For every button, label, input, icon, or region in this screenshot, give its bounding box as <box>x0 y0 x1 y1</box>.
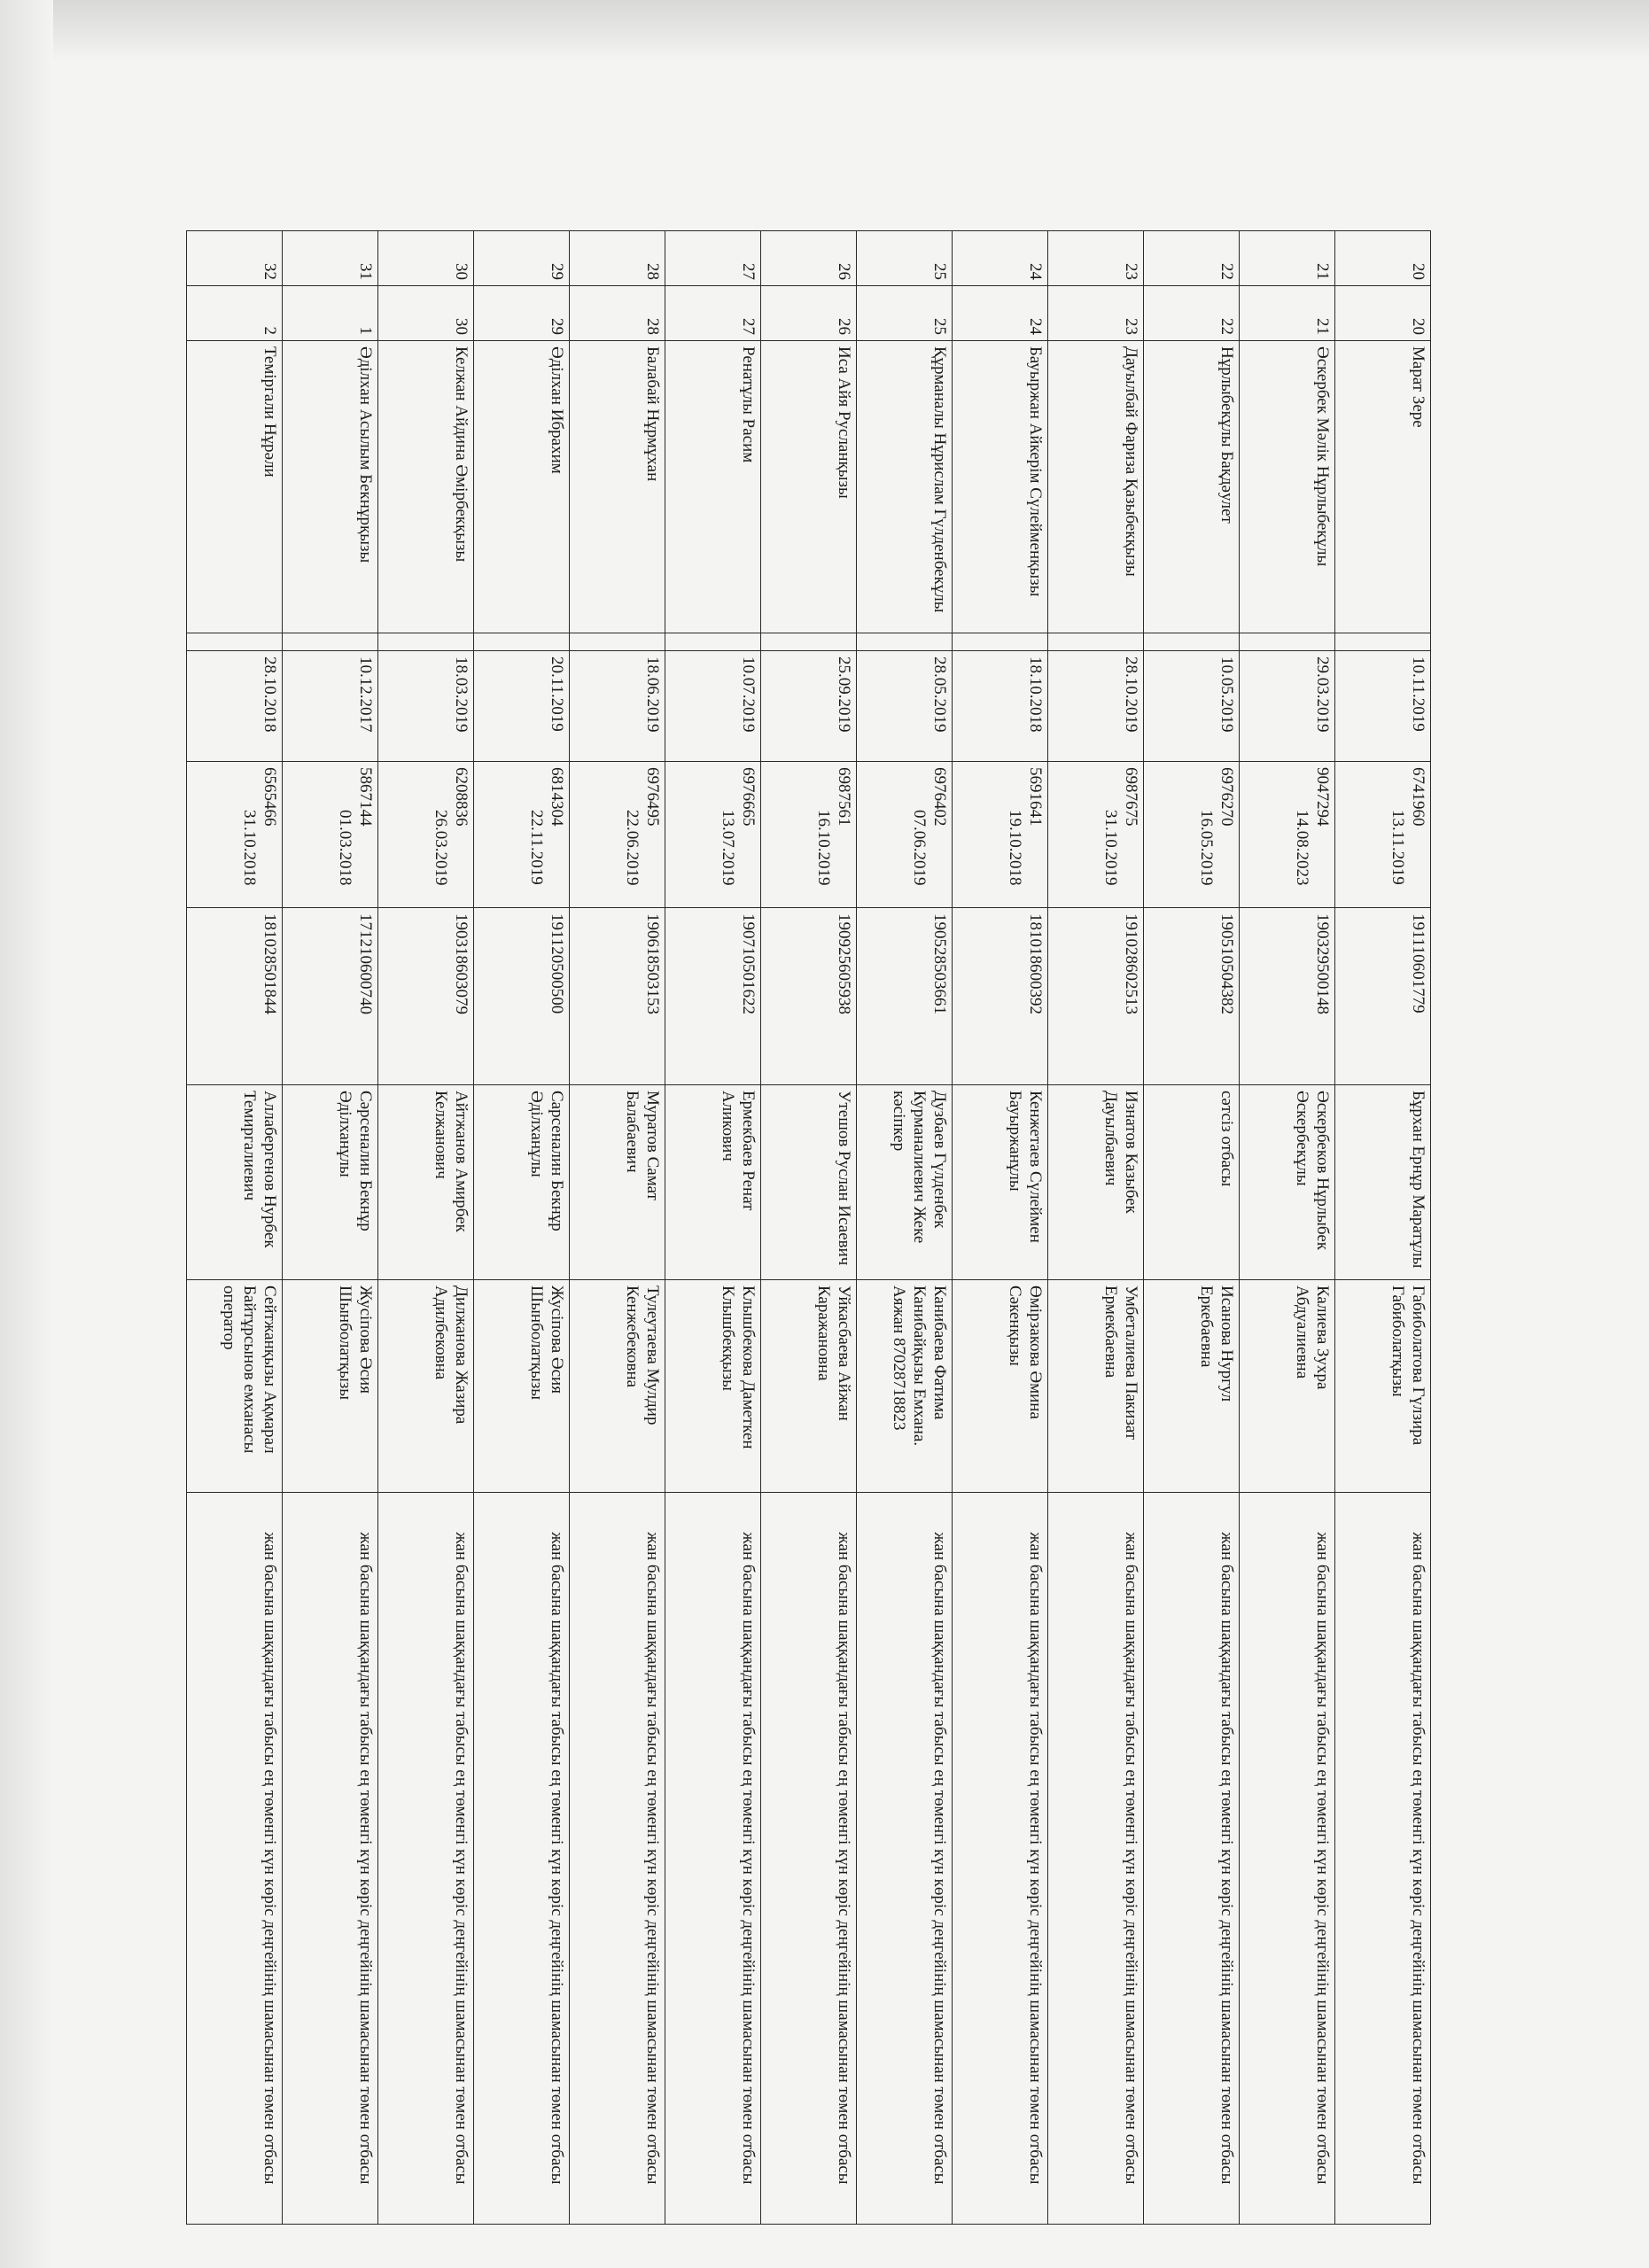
document-number: 6976402 <box>930 767 949 827</box>
row-number: 29 <box>474 231 570 286</box>
row-number: 21 <box>1240 231 1335 286</box>
document-cell <box>1048 762 1144 908</box>
family-category: жан басына шаққандағы табысы ең төменгі күн көріс деңгейінің шамасынан төмен отбасы <box>665 1493 761 2225</box>
father-name: Муратов Самат Балабаевич <box>570 1085 665 1280</box>
document-number: 5691641 <box>1026 767 1045 827</box>
document-date: 16.05.2019 <box>1197 810 1217 886</box>
document-cell <box>953 762 1048 908</box>
child-name: Балабай Нұрмұхан <box>570 341 665 633</box>
table-row <box>187 231 283 2225</box>
table-row <box>761 231 857 2225</box>
iin: 191028602513 <box>1048 908 1144 1085</box>
family-category: жан басына шаққандағы табысы ең төменгі күн көріс деңгейінің шамасынан төмен отбасы <box>474 1493 570 2225</box>
registration-date: 18.10.2018 <box>953 651 1048 762</box>
mother-name: Жусіпова Әсия Шынболатқызы <box>283 1280 378 1493</box>
family-category: жан басына шаққандағы табысы ең төменгі күн көріс деңгейінің шамасынан төмен отбасы <box>187 1493 283 2225</box>
column-gap <box>1335 633 1431 651</box>
child-name: Әділхан Ибрахим <box>474 341 570 633</box>
family-category: жан басына шаққандағы табысы ең төменгі күн көріс деңгейінің шамасынан төмен отбасы <box>1048 1493 1144 2225</box>
document-date: 26.03.2019 <box>432 810 451 886</box>
document-number: 6976665 <box>739 767 758 827</box>
registration-date: 20.11.2019 <box>474 651 570 762</box>
row-subnumber: 26 <box>761 286 857 341</box>
document-date: 22.11.2019 <box>527 810 547 885</box>
row-number: 31 <box>283 231 378 286</box>
column-gap <box>1048 633 1144 651</box>
child-name: Бауыржан Айкерім Сүлейменқызы <box>953 341 1048 633</box>
mother-name: Клышбекова Даметкен Клышбекқызы <box>665 1280 761 1493</box>
document-cell <box>474 762 570 908</box>
registration-date: 28.05.2019 <box>857 651 953 762</box>
document-date: 07.06.2019 <box>910 810 930 886</box>
document-cell <box>857 762 953 908</box>
document-date: 19.10.2018 <box>1006 810 1025 886</box>
registration-date: 10.05.2019 <box>1144 651 1240 762</box>
column-gap <box>187 633 283 651</box>
document-cell <box>283 762 378 908</box>
mother-name: Исанова Нургул Еркебаевна <box>1144 1280 1240 1493</box>
row-subnumber: 25 <box>857 286 953 341</box>
document-date: 22.06.2019 <box>623 810 642 886</box>
child-name: Құрманалы Нұрислам Гүлденбекұлы <box>857 341 953 633</box>
family-category: жан басына шаққандағы табысы ең төменгі күн көріс деңгейінің шамасынан төмен отбасы <box>283 1493 378 2225</box>
document-date: 31.10.2019 <box>1101 810 1121 886</box>
iin: 190318603079 <box>378 908 474 1085</box>
document-number: 6987561 <box>835 767 853 827</box>
row-subnumber: 1 <box>283 286 378 341</box>
table-row <box>378 231 474 2225</box>
father-name: сәтсіз отбасы <box>1144 1085 1240 1280</box>
registration-date: 25.09.2019 <box>761 651 857 762</box>
child-name: Келжан Айдина Әмірбекқызы <box>378 341 474 633</box>
row-subnumber: 24 <box>953 286 1048 341</box>
table-row <box>474 231 570 2225</box>
table-row <box>665 231 761 2225</box>
mother-name: Сейтжанқызы Ақмарал Байтұрсынов емханасы оператор <box>187 1280 283 1493</box>
table-row <box>1335 231 1431 2225</box>
row-subnumber: 22 <box>1144 286 1240 341</box>
father-name: Кенжетаев Сүлеймен Бауыржанұлы <box>953 1085 1048 1280</box>
document-cell <box>1144 762 1240 908</box>
document-date: 01.03.2018 <box>336 810 355 886</box>
registration-date: 18.06.2019 <box>570 651 665 762</box>
iin: 190329500148 <box>1240 908 1335 1085</box>
mother-name: Уйкасбаева Айжан Каражановна <box>761 1280 857 1493</box>
row-subnumber: 30 <box>378 286 474 341</box>
child-name: Ренатұлы Расим <box>665 341 761 633</box>
table-row <box>570 231 665 2225</box>
document-number: 9047294 <box>1313 767 1332 827</box>
row-subnumber: 2 <box>187 286 283 341</box>
children-register-table <box>186 230 1431 2225</box>
row-number: 24 <box>953 231 1048 286</box>
document-date: 13.07.2019 <box>719 810 738 886</box>
column-gap <box>665 633 761 651</box>
row-number: 25 <box>857 231 953 286</box>
row-number: 32 <box>187 231 283 286</box>
row-number: 30 <box>378 231 474 286</box>
child-name: Иса Айя Русланқызы <box>761 341 857 633</box>
registration-date: 29.03.2019 <box>1240 651 1335 762</box>
family-category: жан басына шаққандағы табысы ең төменгі күн көріс деңгейінің шамасынан төмен отбасы <box>761 1493 857 2225</box>
iin: 190618503153 <box>570 908 665 1085</box>
table-row <box>857 231 953 2225</box>
registration-date: 28.10.2019 <box>1048 651 1144 762</box>
row-subnumber: 27 <box>665 286 761 341</box>
document-cell <box>378 762 474 908</box>
family-category: жан басына шаққандағы табысы ең төменгі күн көріс деңгейінің шамасынан төмен отбасы <box>1240 1493 1335 2225</box>
iin: 190510504382 <box>1144 908 1240 1085</box>
child-name: Әділхан Асылым Бекнұрқызы <box>283 341 378 633</box>
row-number: 26 <box>761 231 857 286</box>
document-date: 14.08.2023 <box>1293 810 1312 886</box>
document-number: 6814304 <box>548 767 566 827</box>
column-gap <box>570 633 665 651</box>
child-name: Марат Зере <box>1335 341 1431 633</box>
mother-name: Канибаева Фатима Канибайқызы Емхана. Аяжан 87028718823 <box>857 1280 953 1493</box>
father-name: Айтжанов Амирбек Келжанович <box>378 1085 474 1280</box>
row-subnumber: 28 <box>570 286 665 341</box>
table-row <box>1048 231 1144 2225</box>
column-gap <box>857 633 953 651</box>
column-gap <box>953 633 1048 651</box>
table-row <box>1240 231 1335 2225</box>
family-category: жан басына шаққандағы табысы ең төменгі күн көріс деңгейінің шамасынан төмен отбасы <box>378 1493 474 2225</box>
document-number: 6976495 <box>643 767 662 827</box>
document-cell <box>570 762 665 908</box>
rotated-page <box>173 230 1431 2224</box>
iin: 171210600740 <box>283 908 378 1085</box>
row-number: 23 <box>1048 231 1144 286</box>
father-name: Бұрхан Ернұр Маратұлы <box>1335 1085 1431 1280</box>
registration-date: 28.10.2018 <box>187 651 283 762</box>
family-category: жан басына шаққандағы табысы ең төменгі күн көріс деңгейінің шамасынан төмен отбасы <box>1335 1493 1431 2225</box>
mother-name: Тулеутаева Мулдир Кенжебековна <box>570 1280 665 1493</box>
iin: 191110601779 <box>1335 908 1431 1085</box>
family-category: жан басына шаққандағы табысы ең төменгі күн көріс деңгейінің шамасынан төмен отбасы <box>857 1493 953 2225</box>
mother-name: Габиболатова Гүлзира Габиболатқызы <box>1335 1280 1431 1493</box>
column-gap <box>1240 633 1335 651</box>
document-number: 6976270 <box>1217 767 1236 827</box>
child-name: Дауылбай Фариза Қазыбекқызы <box>1048 341 1144 633</box>
child-name: Нұрлыбекұлы Бақдәулет <box>1144 341 1240 633</box>
registration-date: 18.03.2019 <box>378 651 474 762</box>
document-date: 13.11.2019 <box>1388 810 1408 885</box>
column-gap <box>378 633 474 651</box>
registration-date: 10.07.2019 <box>665 651 761 762</box>
mother-name: Калиева Зухра Абдуалиевна <box>1240 1280 1335 1493</box>
registration-date: 10.11.2019 <box>1335 651 1431 762</box>
iin: 190710501622 <box>665 908 761 1085</box>
column-gap <box>474 633 570 651</box>
row-number: 27 <box>665 231 761 286</box>
father-name: Сәрсеналин Бекнұр Әділханұлы <box>283 1085 378 1280</box>
document-number: 6987675 <box>1122 767 1140 827</box>
column-gap <box>283 633 378 651</box>
iin: 181018600392 <box>953 908 1048 1085</box>
father-name: Изнатов Казыбек Дауылбаевич <box>1048 1085 1144 1280</box>
row-number: 20 <box>1335 231 1431 286</box>
father-name: Аллабергенов Нурбек Темиргалиевич <box>187 1085 283 1280</box>
scan-left-shadow <box>0 0 53 2268</box>
row-subnumber: 21 <box>1240 286 1335 341</box>
father-name: Утешов Руслан Исаевич <box>761 1085 857 1280</box>
column-gap <box>761 633 857 651</box>
row-subnumber: 29 <box>474 286 570 341</box>
document-cell <box>1335 762 1431 908</box>
table-row <box>1144 231 1240 2225</box>
row-number: 22 <box>1144 231 1240 286</box>
document-number: 6565466 <box>261 767 279 827</box>
iin: 191120500500 <box>474 908 570 1085</box>
row-subnumber: 20 <box>1335 286 1431 341</box>
document-number: 6208836 <box>452 767 471 827</box>
iin: 181028501844 <box>187 908 283 1085</box>
document-date: 31.10.2018 <box>240 810 260 886</box>
mother-name: Дилжанова Жазира Адилбековна <box>378 1280 474 1493</box>
document-cell <box>1240 762 1335 908</box>
row-number: 28 <box>570 231 665 286</box>
registration-date: 10.12.2017 <box>283 651 378 762</box>
father-name: Ермекбаев Ренат Аликович <box>665 1085 761 1280</box>
document-number: 6741960 <box>1409 767 1427 827</box>
document-number: 5867144 <box>356 767 375 827</box>
document-cell <box>665 762 761 908</box>
mother-name: Өмірзакова Әмина Сәкенқызы <box>953 1280 1048 1493</box>
child-name: Әскербек Мәлік Нұрлыбекұлы <box>1240 341 1335 633</box>
document-date: 16.10.2019 <box>814 810 834 886</box>
father-name: Әскербеков Нұрлыбек Әскербекұлы <box>1240 1085 1335 1280</box>
iin: 190925605938 <box>761 908 857 1085</box>
family-category: жан басына шаққандағы табысы ең төменгі күн көріс деңгейінің шамасынан төмен отбасы <box>953 1493 1048 2225</box>
family-category: жан басына шаққандағы табысы ең төменгі күн көріс деңгейінің шамасынан төмен отбасы <box>570 1493 665 2225</box>
table-row <box>283 231 378 2225</box>
row-subnumber: 23 <box>1048 286 1144 341</box>
father-name: Дузбаев Гүлденбек Курманалиевич Жеке кәсіпкер <box>857 1085 953 1280</box>
document-cell <box>761 762 857 908</box>
father-name: Сарсеналин Бекнұр Әділханұлы <box>474 1085 570 1280</box>
child-name: Теміргали Нұрәли <box>187 341 283 633</box>
scan-top-edge <box>0 0 1649 62</box>
family-category: жан басына шаққандағы табысы ең төменгі күн көріс деңгейінің шамасынан төмен отбасы <box>1144 1493 1240 2225</box>
mother-name: Жусіпова Әсия Шынболатқызы <box>474 1280 570 1493</box>
column-gap <box>1144 633 1240 651</box>
document-cell <box>187 762 283 908</box>
table-row <box>953 231 1048 2225</box>
mother-name: Умбеталиева Пакизат Ермекбаевна <box>1048 1280 1144 1493</box>
iin: 190528503661 <box>857 908 953 1085</box>
